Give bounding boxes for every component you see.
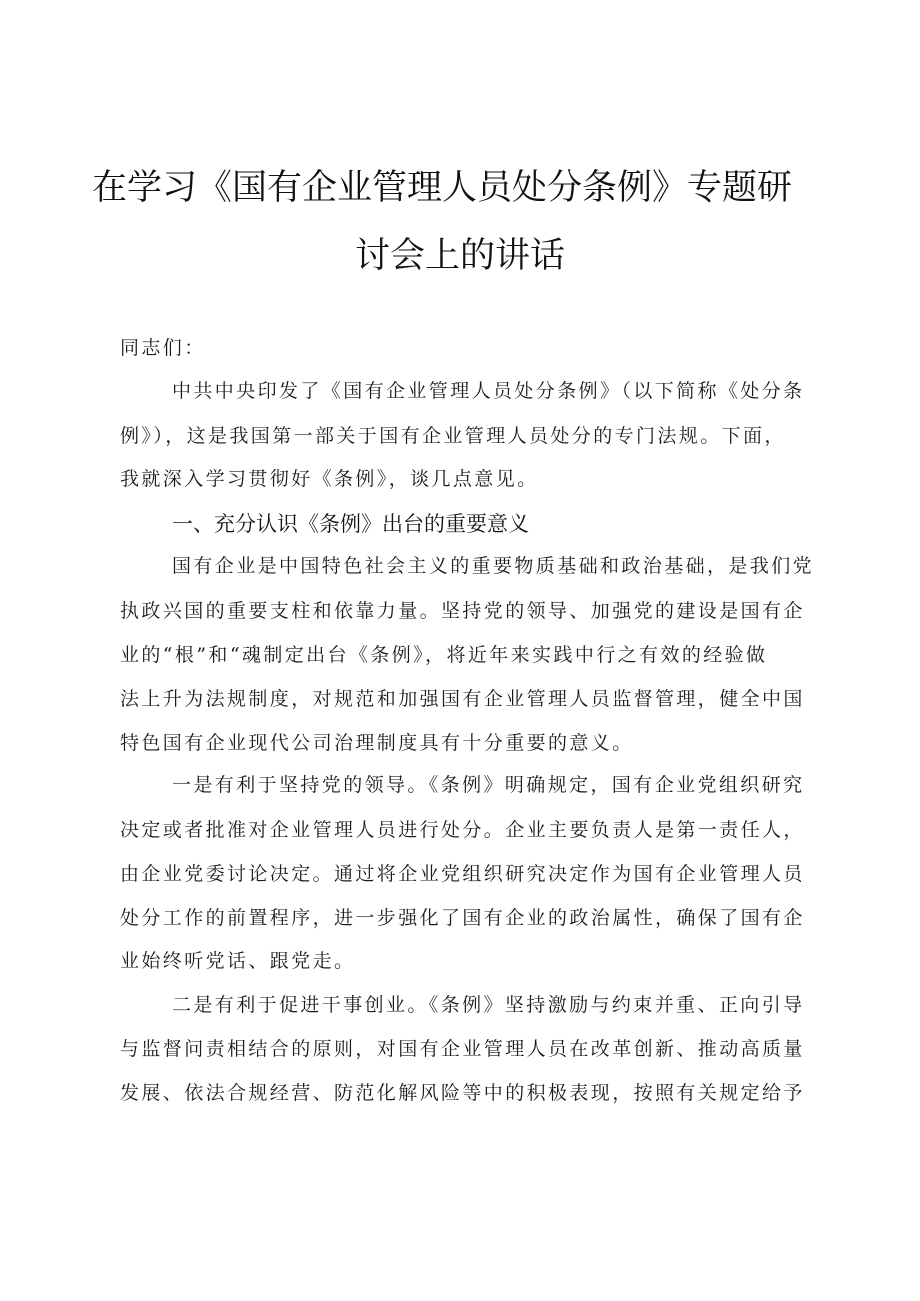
para3-line-1: 二是有利于促进干事创业。《条例》坚持激励与约束并重、正向引导 <box>172 994 805 1016</box>
para1-line-3: 业的“根”和“魂制定出台《条例》，将近年来实践中行之有效的经验做 <box>120 644 768 666</box>
para2-line-4: 处分工作的前置程序，进一步强化了国有企业的政治属性，确保了国有企 <box>120 907 805 929</box>
para1-line-5: 特色国有企业现代公司治理制度具有十分重要的意义。 <box>120 732 634 754</box>
para1-line-4: 法上升为法规制度，对规范和加强国有企业管理人员监督管理，健全中国 <box>120 688 805 710</box>
greeting: 同志们： <box>120 337 206 359</box>
para3-line-2: 与监督问责相结合的原则，对国有企业管理人员在改革创新、推动高质量 <box>120 1038 805 1060</box>
para3-line-3: 发展、依法合规经营、防范化解风险等中的积极表现，按照有关规定给予 <box>120 1082 805 1104</box>
para2-line-1: 一是有利于坚持党的领导。《条例》明确规定，国有企业党组织研究 <box>172 774 805 796</box>
document-title-line-1: 在学习《国有企业管理人员处分条例》专题研 <box>91 168 792 208</box>
document-title-line-2: 讨会上的讲话 <box>354 236 565 276</box>
para1-line-1: 国有企业是中国特色社会主义的重要物质基础和政治基础，是我们党 <box>172 555 815 577</box>
para2-line-5: 业始终听党话、跟党走。 <box>120 950 356 972</box>
intro-line-1: 中共中央印发了《国有企业管理人员处分条例》（以下简称《处分条 <box>172 380 805 402</box>
intro-line-2: 例》），这是我国第一部关于国有企业管理人员处分的专门法规。下面， <box>120 425 786 447</box>
section-heading: 一、充分认识《条例》出台的重要意义 <box>172 512 529 536</box>
intro-line-3: 我就深入学习贯彻好《条例》，谈几点意见。 <box>120 468 539 490</box>
para1-line-2: 执政兴国的重要支柱和依靠力量。坚持党的领导、加强党的建设是国有企 <box>120 600 805 622</box>
para2-line-2: 决定或者批准对企业管理人员进行处分。企业主要负责人是第一责任人， <box>120 819 805 841</box>
para2-line-3: 由企业党委讨论决定。通过将企业党组织研究决定作为国有企业管理人员 <box>120 863 805 885</box>
